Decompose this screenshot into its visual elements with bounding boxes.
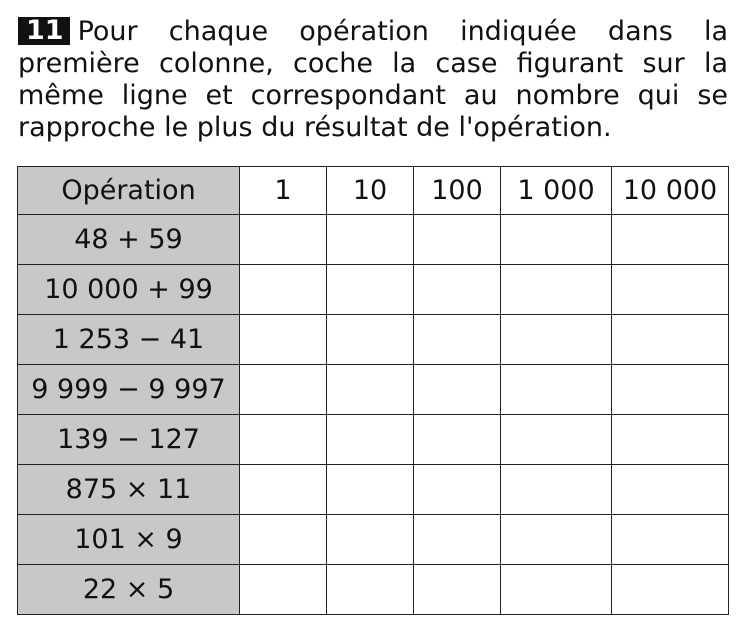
answer-box-10[interactable] — [327, 315, 414, 365]
answer-box-10[interactable] — [327, 365, 414, 415]
answer-box-1000[interactable] — [501, 415, 612, 465]
operation-cell: 48 + 59 — [18, 215, 240, 265]
header-choice-10: 10 — [327, 167, 414, 215]
header-choice-10000: 10 000 — [612, 167, 729, 215]
operation-cell: 10 000 + 99 — [18, 265, 240, 315]
answer-box-100[interactable] — [414, 265, 501, 315]
answer-box-10[interactable] — [327, 515, 414, 565]
answer-box-10[interactable] — [327, 565, 414, 615]
operation-cell: 101 × 9 — [18, 515, 240, 565]
operations-table — [17, 166, 729, 615]
answer-box-10000[interactable] — [612, 565, 729, 615]
table-row — [18, 465, 729, 515]
answer-box-100[interactable] — [414, 415, 501, 465]
answer-box-1000[interactable] — [501, 465, 612, 515]
header-choice-100: 100 — [414, 167, 501, 215]
answer-box-1[interactable] — [240, 515, 327, 565]
operation-cell: 22 × 5 — [18, 565, 240, 615]
answer-box-1[interactable] — [240, 465, 327, 515]
instruction-text: Pour chaque opération indiquée dans la première colonne, coche la case figurant sur la même ligne et correspondant au nombre qui se rapproche le plus du résultat de l'opération. — [18, 16, 728, 143]
answer-box-1000[interactable] — [501, 565, 612, 615]
table-row — [18, 315, 729, 365]
answer-box-10[interactable] — [327, 415, 414, 465]
answer-box-1[interactable] — [240, 265, 327, 315]
answer-box-1000[interactable] — [501, 365, 612, 415]
table-row — [18, 265, 729, 315]
table-row — [18, 415, 729, 465]
answer-box-1000[interactable] — [501, 215, 612, 265]
answer-box-100[interactable] — [414, 315, 501, 365]
answer-box-10000[interactable] — [612, 315, 729, 365]
answer-box-10000[interactable] — [612, 515, 729, 565]
answer-box-100[interactable] — [414, 465, 501, 515]
answer-box-10000[interactable] — [612, 215, 729, 265]
answer-box-100[interactable] — [414, 565, 501, 615]
operation-cell: 139 − 127 — [18, 415, 240, 465]
header-operation: Opération — [18, 167, 240, 215]
answer-box-1000[interactable] — [501, 515, 612, 565]
exercise-number-badge: 11 — [18, 17, 70, 45]
answer-box-10000[interactable] — [612, 415, 729, 465]
exercise-instruction — [18, 16, 728, 144]
answer-box-1[interactable] — [240, 315, 327, 365]
answer-box-1[interactable] — [240, 365, 327, 415]
table-row — [18, 365, 729, 415]
answer-box-1000[interactable] — [501, 265, 612, 315]
answer-box-10[interactable] — [327, 265, 414, 315]
operation-cell: 875 × 11 — [18, 465, 240, 515]
answer-box-10[interactable] — [327, 215, 414, 265]
answer-box-1[interactable] — [240, 565, 327, 615]
answer-box-10[interactable] — [327, 465, 414, 515]
table-row — [18, 515, 729, 565]
answer-box-10000[interactable] — [612, 365, 729, 415]
table-header-row — [18, 167, 729, 215]
table-row — [18, 565, 729, 615]
answer-box-1000[interactable] — [501, 315, 612, 365]
header-choice-1000: 1 000 — [501, 167, 612, 215]
table-row — [18, 215, 729, 265]
answer-box-100[interactable] — [414, 215, 501, 265]
answer-box-10000[interactable] — [612, 465, 729, 515]
answer-box-10000[interactable] — [612, 265, 729, 315]
operation-cell: 9 999 − 9 997 — [18, 365, 240, 415]
answer-box-100[interactable] — [414, 515, 501, 565]
answer-box-100[interactable] — [414, 365, 501, 415]
operation-cell: 1 253 − 41 — [18, 315, 240, 365]
header-choice-1: 1 — [240, 167, 327, 215]
answer-box-1[interactable] — [240, 415, 327, 465]
answer-box-1[interactable] — [240, 215, 327, 265]
